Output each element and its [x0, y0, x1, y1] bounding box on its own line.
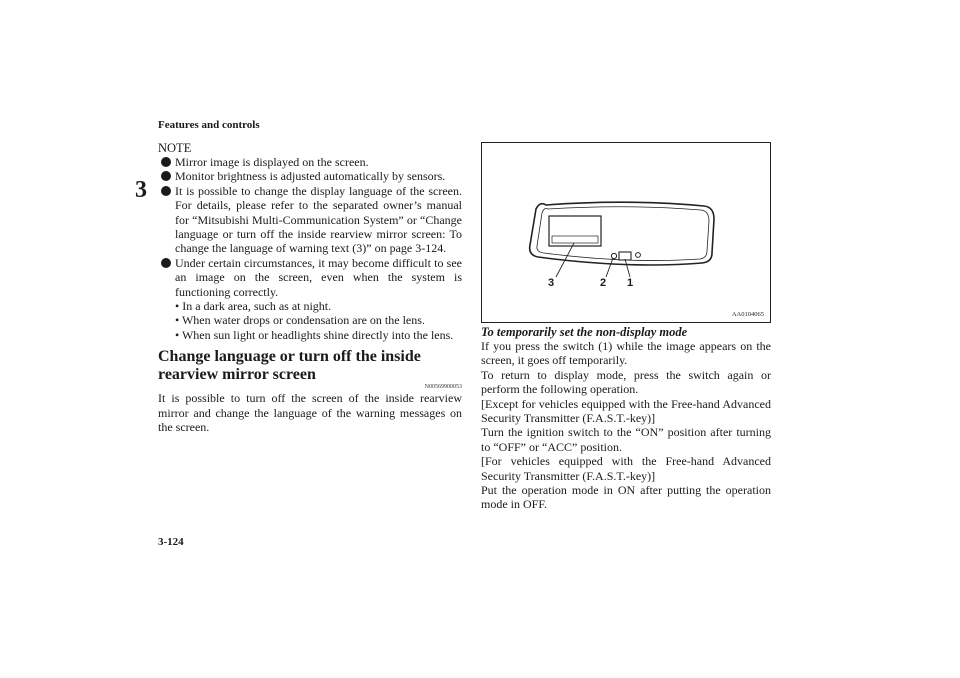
sub-bullets: [175, 299, 462, 342]
right-paragraph: To return to display mode, press the switch again or perform the following operation.: [481, 367, 771, 397]
note-bullets: [158, 155, 462, 342]
right-paragraph: If you press the switch (1) while the image appears on the screen, it goes off temporarily.: [481, 339, 771, 368]
sub-bullet: • In a dark area, such as at night.: [175, 299, 332, 314]
heading-code: N00569900053: [424, 384, 462, 391]
chapter-number: 3: [135, 177, 147, 203]
note-label: NOTE: [158, 141, 192, 155]
callout-2: 2: [600, 277, 607, 289]
bullet-dot-icon: [161, 171, 171, 181]
bullet-dot-icon: [161, 186, 171, 196]
note-bullet: It is possible to change the display language of the screen. For details, please refer to the separated owner’s manual for “Mitsubishi Multi-Communication System” or “Change language or turn off the inside rearview mirror screen: To change the language of warning text (3)” on page 3-124.: [158, 184, 462, 256]
intro-paragraph: It is possible to turn off the screen of the inside rearview mirror and change the language of the warning messages on the screen.: [158, 391, 462, 435]
left-column: [158, 141, 462, 435]
right-paragraph: [For vehicles equipped with the Free-hand Advanced Security Transmitter (F.A.S.T.-key)]: [481, 454, 771, 483]
section-heading: Change language or turn off the inside rearview mirror screen: [158, 348, 421, 384]
callout-1: 1: [627, 277, 634, 289]
figure-code: AA0104065: [731, 311, 764, 318]
non-display-heading: To temporarily set the non-display mode: [481, 325, 688, 339]
note-bullet: Monitor brightness is adjusted automatically by sensors.: [158, 169, 462, 183]
mirror-illustration: [481, 142, 771, 323]
rearview-mirror-icon: [482, 143, 770, 322]
right-paragraph: Put the operation mode in ON after putting the operation mode in OFF.: [481, 483, 771, 512]
right-column: [481, 325, 771, 512]
section-title: Features and controls: [158, 119, 260, 131]
right-paragraph: [Except for vehicles equipped with the Free-hand Advanced Security Transmitter (F.A.S.T.-key)]: [481, 396, 771, 426]
sub-bullet: • When sun light or headlights shine directly into the lens.: [175, 327, 454, 342]
callout-3: 3: [548, 277, 555, 289]
bullet-dot-icon: [161, 258, 171, 268]
note-bullet: Under certain circumstances, it may become difficult to see an image on the screen, even when the system is functioning correctly. • In a dark area, such as at night. • When water drops or condensation are on the lens. • When sun light or headlights shine directly into the lens.: [158, 256, 462, 342]
sub-bullet: • When water drops or condensation are on the lens.: [175, 313, 425, 328]
page-number: 3-124: [158, 536, 184, 548]
bullet-dot-icon: [161, 157, 171, 167]
right-paragraph: Turn the ignition switch to the “ON” position after turning to “OFF” or “ACC” position.: [481, 425, 771, 454]
note-bullet: Mirror image is displayed on the screen.: [158, 155, 462, 169]
